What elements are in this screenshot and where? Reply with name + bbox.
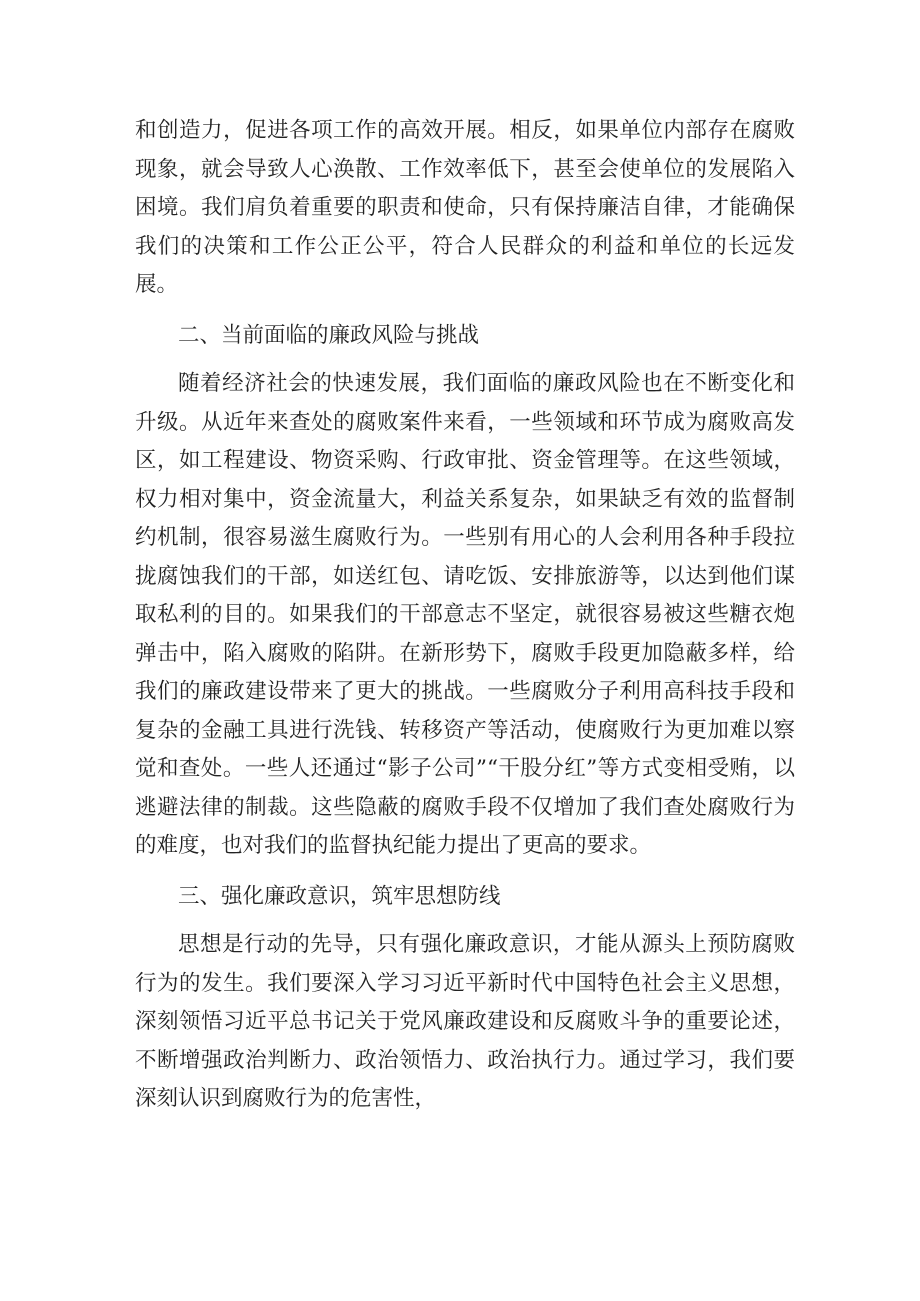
section-heading-2: 二、当前面临的廉政风险与挑战: [178, 322, 480, 348]
document-body: [135, 112, 795, 1119]
paragraph-ideological-defense: 思想是行动的先导，只有强化廉政意识，才能从源头上预防腐败行为的发生。我们要深入学习习近平新时代中国特色社会主义思想，深刻领悟习近平总书记关于党风廉政建设和反腐败斗争的重要论述，不断增强政治判断力、政治领悟力、政治执行力。通过学习，我们要深刻认识到腐败行为的危害性，: [135, 932, 795, 1111]
section-heading-3: 三、强化廉政意识，筑牢思想防线: [178, 883, 501, 909]
paragraph-risks-challenges: 随着经济社会的快速发展，我们面临的廉政风险也在不断变化和升级。从近年来查处的腐败案件来看，一些领域和环节成为腐败高发区，如工程建设、物资采购、行政审批、资金管理等。在这些领域，权力相对集中，资金流量大，利益关系复杂，如果缺乏有效的监督制约机制，很容易滋生腐败行为。一些别有用心的人会利用各种手段拉拢腐蚀我们的干部，如送红包、请吃饭、安排旅游等，以达到他们谋取私利的目的。如果我们的干部意志不坚定，就很容易被这些糖衣炮弹击中，陷入腐败的陷阱。在新形势下，腐败手段更加隐蔽多样，给我们的廉政建设带来了更大的挑战。一些腐败分子利用高科技手段和复杂的金融工具进行洗钱、转移资产等活动，使腐败行为更加难以察觉和查处。一些人还通过“影子公司”“干股分红”等方式变相受贿，以逃避法律的制裁。这些隐蔽的腐败手段不仅增加了我们查处腐败行为的难度，也对我们的监督执纪能力提出了更高的要求。: [135, 371, 795, 858]
paragraph-continuation: 和创造力，促进各项工作的高效开展。相反，如果单位内部存在腐败现象，就会导致人心涣散、工作效率低下，甚至会使单位的发展陷入困境。我们肩负着重要的职责和使命，只有保持廉洁自律，才能确保我们的决策和工作公正公平，符合人民群众的利益和单位的长远发展。: [135, 118, 795, 297]
